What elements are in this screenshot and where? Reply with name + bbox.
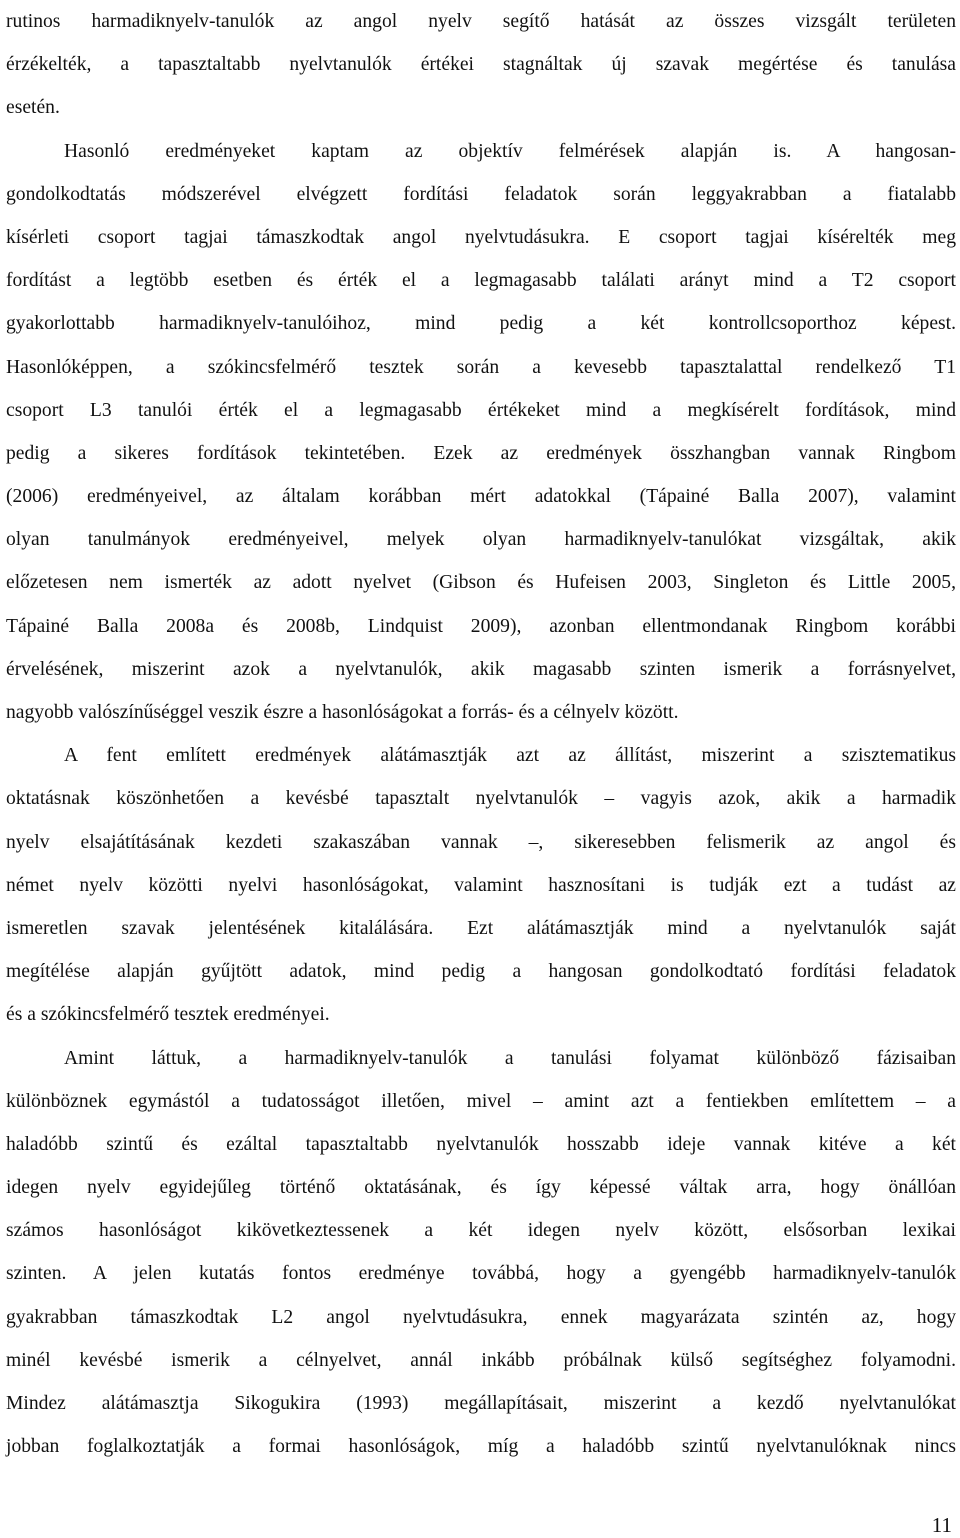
text-line: idegen nyelv egyidejűleg történő oktatásának, és így képessé váltak arra, hogy önállóan — [6, 1177, 956, 1199]
text-line: (2006) eredményeivel, az általam korábban mért adatokkal (Tápainé Balla 2007), valamint — [6, 486, 956, 508]
text-line: kísérleti csoport tagjai támaszkodtak angol nyelvtudásukra. E csoport tagjai kísérelték meg — [6, 226, 956, 248]
text-line: számos hasonlóságot kikövetkeztessenek a két idegen nyelv között, elsősorban lexikai — [6, 1220, 956, 1242]
text-line: rutinos harmadiknyelv-tanulók az angol nyelv segítő hatását az összes vizsgált területen — [6, 11, 956, 32]
text-line: különböznek egymástól a tudatosságot illetően, mivel – amint azt a fentiekben említettem – a — [6, 1090, 956, 1112]
text-line: jobban foglalkoztatják a formai hasonlóságok, míg a haladóbb szintű nyelvtanulóknak nincs — [6, 1436, 956, 1458]
page-number: 11 — [931, 1513, 952, 1537]
text-line: Mindez alátámasztja Sikogukira (1993) megállapításait, miszerint a kezdő nyelvtanulókat — [6, 1393, 956, 1414]
text-line: gyakrabban támaszkodtak L2 angol nyelvtudásukra, ennek magyarázata szintén az, hogy — [6, 1306, 956, 1328]
text-line: pedig a sikeres fordítások tekintetében. Ezek az eredmények összhangban vannak Ringbom — [6, 442, 956, 464]
body-text — [6, 0, 956, 1468]
text-line: csoport L3 tanulói érték el a legmagasabb értékeket mind a megkísérelt fordítások, mind — [6, 399, 956, 421]
text-line: megítélése alapján gyűjtött adatok, mind pedig a hangosan gondolkodtató fordítási feladatok — [6, 961, 956, 983]
text-line: érvelésének, miszerint azok a nyelvtanulók, akik magasabb szinten ismerik a forrásnyelvet, — [6, 658, 956, 680]
text-line: nagyobb valószínűséggel veszik észre a hasonlóságokat a forrás- és a célnyelv között. — [6, 702, 679, 723]
text-line: Hasonló eredményeket kaptam az objektív felmérések alapján is. A hangosan- — [64, 140, 956, 162]
text-line: oktatásnak köszönhetően a kevésbé tapasztalt nyelvtanulók – vagyis azok, akik a harmadik — [6, 788, 956, 810]
text-line: minél kevésbé ismerik a célnyelvet, annál inkább próbálnak külső segítséghez folyamodni. — [6, 1349, 956, 1371]
text-line: fordítást a legtöbb esetben és érték el a legmagasabb találati arányt mind a T2 csoport — [6, 270, 956, 292]
text-line: ismeretlen szavak jelentésének kitalálására. Ezt alátámasztják mind a nyelvtanulók saját — [6, 917, 956, 939]
text-line: német nyelv közötti nyelvi hasonlóságokat, valamint hasznosítani is tudják ezt a tudást az — [6, 874, 956, 896]
text-line: Tápainé Balla 2008a és 2008b, Lindquist 2009), azonban ellentmondanak Ringbom korábbi — [6, 615, 956, 637]
text-line: nyelv elsajátításának kezdeti szakaszában vannak –, sikeresebben felismerik az angol és — [6, 831, 956, 853]
text-line: A fent említett eredmények alátámasztják azt az állítást, miszerint a szisztematikus — [64, 745, 956, 767]
text-line: olyan tanulmányok eredményeivel, melyek olyan harmadiknyelv-tanulókat vizsgáltak, akik — [6, 529, 956, 551]
text-line: szinten. A jelen kutatás fontos eredménye továbbá, hogy a gyengébb harmadiknyelv-tanulók — [6, 1263, 956, 1285]
text-line: érzékelték, a tapasztaltabb nyelvtanulók értékei stagnáltak új szavak megértése és tanulása — [6, 54, 956, 76]
text-line: esetén. — [6, 97, 60, 119]
text-line: gondolkodtatás módszerével elvégzett fordítási feladatok során leggyakrabban a fiatalabb — [6, 183, 956, 205]
text-line: haladóbb szintű és ezáltal tapasztaltabb nyelvtanulók hosszabb ideje vannak kitéve a két — [6, 1133, 956, 1155]
text-line: gyakorlottabb harmadiknyelv-tanulóihoz, mind pedig a két kontrollcsoporthoz képest. — [6, 313, 956, 335]
text-line: Hasonlóképpen, a szókincsfelmérő tesztek során a kevesebb tapasztalattal rendelkező T1 — [6, 356, 956, 378]
text-line: Amint láttuk, a harmadiknyelv-tanulók a tanulási folyamat különböző fázisaiban — [64, 1047, 956, 1069]
text-line: és a szókincsfelmérő tesztek eredményei. — [6, 1004, 330, 1026]
text-line: előzetesen nem ismerték az adott nyelvet (Gibson és Hufeisen 2003, Singleton és Little 2005, — [6, 572, 956, 594]
